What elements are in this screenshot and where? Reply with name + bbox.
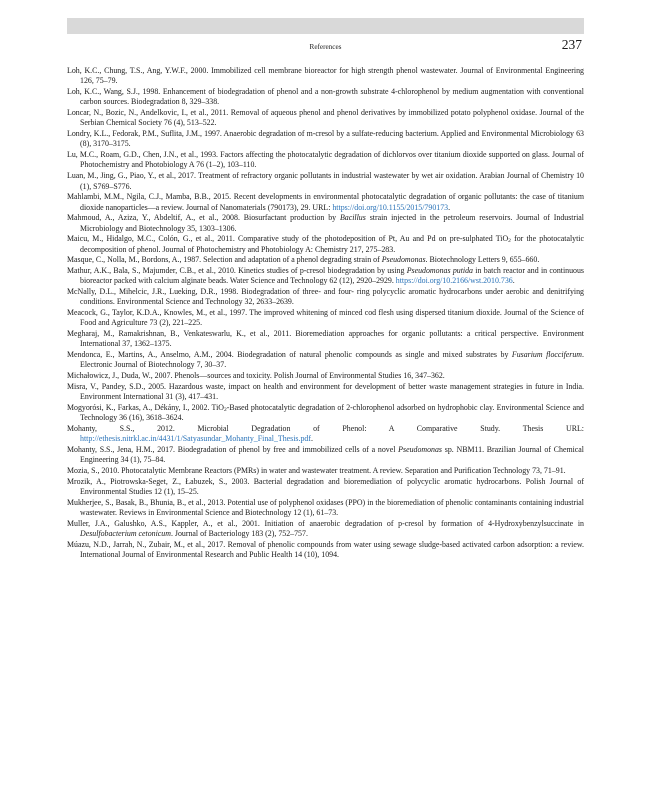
species-name: Pseudomonas [381,255,426,265]
reference-item: Muller, J.A., Galushko, A.S., Kappler, A., et al., 2001. Initiation of anaerobic degradation of p-cresol by formation of 4-Hydroxybenzylsuccinate in Desulfobacterium cetonicum. Journal of Bacteriology 183 (2), 752–757. [67,518,584,539]
reference-list [67,66,584,561]
reference-item: Mogyorósi, K., Farkas, A., Dékány, I., 2002. TiO$_2$-Based photocatalytic degradation of 2-chlorophenol adsorbed on hydrophobic clay. Environmental Science and Technology 36 (16), 3618–3624. [67,402,584,423]
thesis-link[interactable]: http://ethesis.nitrkl.ac.in/4431/1/Satyasundar_Mohanty_Final_Thesis.pdf [80,434,311,444]
reference-item: Mahlambi, M.M., Ngila, C.J., Mamba, B.B., 2015. Recent developments in environmental photocatalytic degradation of organic pollutants: the case of titanium dioxide nanoparticles—a review. Journal of Nanomaterials (790173), 29. URL: https://doi.org/10.1155/2015/790173. [67,192,584,212]
species-name: Pseudomonas [398,444,443,454]
reference-item: Lu, M.C., Roam, G.D., Chen, J.N., et al., 1993. Factors affecting the photocatalytic degradation of dichlorvos over titanium dioxide supported on glass. Journal of Photochemistry and Photobiology A 76 (1–2), 103–110. [67,150,584,170]
reference-item: Luan, M., Jing, G., Piao, Y., et al., 2017. Treatment of refractory organic pollutants in industrial wastewater by wet air oxidation. Arabian Journal of Chemistry 10 (1), S769–S776. [67,171,584,191]
reference-item: Loh, K.C., Chung, T.S., Ang, Y.W.F., 2000. Immobilized cell membrane bioreactor for high strength phenol wastewater. Journal of Environmental Engineering 126, 75–79. [67,66,584,86]
species-name: Desulfobacterium cetonicum [80,529,171,539]
reference-item: Meacock, G., Taylor, K.D.A., Knowles, M., et al., 1997. The improved whitening of minced cod flesh using dispersed titanium dioxide. Journal of the Science of Food and Agriculture 73 (2), 221–225. [67,308,584,328]
reference-item: Mahmoud, A., Aziza, Y., Abdeltif, A., et al., 2008. Biosurfactant production by Bacillus strain injected in the petroleum reservoirs. Journal of Industrial Microbiology and Biotechnology 35, 1303–1306. [67,213,584,233]
header-bar [67,18,584,34]
reference-item: Mrozik, A., Piotrowska-Seget, Z., Łabuzek, S., 2003. Bacterial degradation and bioremediation of polycyclic aromatic hydrocarbons. Polish Journal of Environmental Studies 12 (1), 15–25. [67,476,584,496]
reference-item: Londry, K.L., Fedorak, P.M., Suflita, J.M., 1997. Anaerobic degradation of m-cresol by a sulfate-reducing bacterium. Applied and Environmental Microbiology 63 (8), 3170–3175. [67,129,584,149]
reference-item: Mohanty, S.S., 2012. Microbial Degradation of Phenol: A Comparative Study. Thesis URL: http://ethesis.nitrkl.ac.in/4431/1/Satyasundar_Mohanty_Final_Thesis.pdf. [67,423,584,444]
reference-item: Michałowicz, J., Duda, W., 2007. Phenols—sources and toxicity. Polish Journal of Environmental Studies 16, 347–362. [67,371,445,381]
doi-link[interactable]: https://doi.org/10.1155/2015/790173 [332,202,449,212]
running-head [67,37,584,56]
reference-item: Múazu, N.D., Jarrah, N., Zubair, M., et al., 2017. Removal of phenolic compounds from water using sewage sludge-based activated carbon adsorption: a review. International Journal of Environmental Research and Public Health 14 (10), 1094. [67,539,584,560]
reference-item: Mukherjee, S., Basak, B., Bhunia, B., et al., 2013. Potential use of polyphenol oxidases (PPO) in the bioremediation of phenolic contaminants containing industrial wastewater. Reviews in Environmental Science and Biotechnology 12 (1), 61–73. [67,497,584,517]
species-name: Fusarium flocciferum [511,350,583,360]
reference-item: Misra, V., Pandey, S.D., 2005. Hazardous waste, impact on health and environment for development of better waste management strategies in future in India. Environment International 31 (3), 417–431. [67,381,584,402]
doi-link[interactable]: https://doi.org/10.2166/wst.2010.736 [395,276,513,286]
running-title: References [309,43,342,51]
reference-item: Mathur, A.K., Bala, S., Majumder, C.B., et al., 2010. Kinetics studies of p-cresol biodegradation by using Pseudomonas putida in batch reactor and in continuous bioreactor packed with calcium alginate beads. Water Science and Technology 62 (12), 2920–2929. https://doi.org/10.2166/wst.2010.736. [67,265,585,286]
reference-item: Maicu, M., Hidalgo, M.C., Colón, G., et al., 2011. Comparative study of the photodeposition of Pt, Au and Pd on pre-sulphated TiO$_2$ for the photocatalytic decomposition of phenol. Journal of Photochemistry and Photobiology A: Chemistry 217, 275–283. [67,234,584,254]
species-name: Bacillus [339,213,366,223]
reference-item: Mozia, S., 2010. Photocatalytic Membrane Reactors (PMRs) in water and wastewater treatment. A review. Separation and Purification Technology 73, 71–91. [67,465,566,475]
reference-item: McNally, D.L., Mihelcic, J.R., Lueking, D.R., 1998. Biodegradation of three- and four- ring polycyclic aromatic hydrocarbons under aerobic and denitrifying conditions. Environmental Science and Technology 32, 2633–2639. [67,287,584,307]
reference-item: Loh, K.C., Wang, S.J., 1998. Enhancement of biodegradation of phenol and a non-growth substrate 4-chlorophenol by medium augmentation with conventional carbon sources. Biodegradation 8, 329–338. [67,87,584,107]
reference-item: Mohanty, S.S., Jena, H.M., 2017. Biodegradation of phenol by free and immobilized cells of a novel Pseudomonas sp. NBM11. Brazilian Journal of Chemical Engineering 34 (1), 75–84. [67,444,584,465]
reference-item: Megharaj, M., Ramakrishnan, B., Venkateswarlu, K., et al., 2011. Bioremediation approaches for organic pollutants: a critical perspective. Environment International 37, 1362–1375. [67,329,584,349]
reference-item: Masque, C., Nolla, M., Bordons, A., 1987. Selection and adaptation of a phenol degrading strain of Pseudomonas. Biotechnology Letters 9, 655–660. [67,255,540,265]
page-number: 237 [561,37,582,52]
species-name: Pseudomonas putida [406,265,473,275]
reference-item: Loncar, N., Bozic, N., Andelkovic, I., et al., 2011. Removal of aqueous phenol and phenol derivatives by immobilized potato polyphenol oxidase. Journal of the Serbian Chemical Society 76 (4), 513–522. [67,108,584,128]
reference-item: Mendonca, E., Martins, A., Anselmo, A.M., 2004. Biodegradation of natural phenolic compounds as single and mixed substrates by Fusarium flocciferum. Electronic Journal of Biotechnology 7, 30–37. [67,350,584,370]
